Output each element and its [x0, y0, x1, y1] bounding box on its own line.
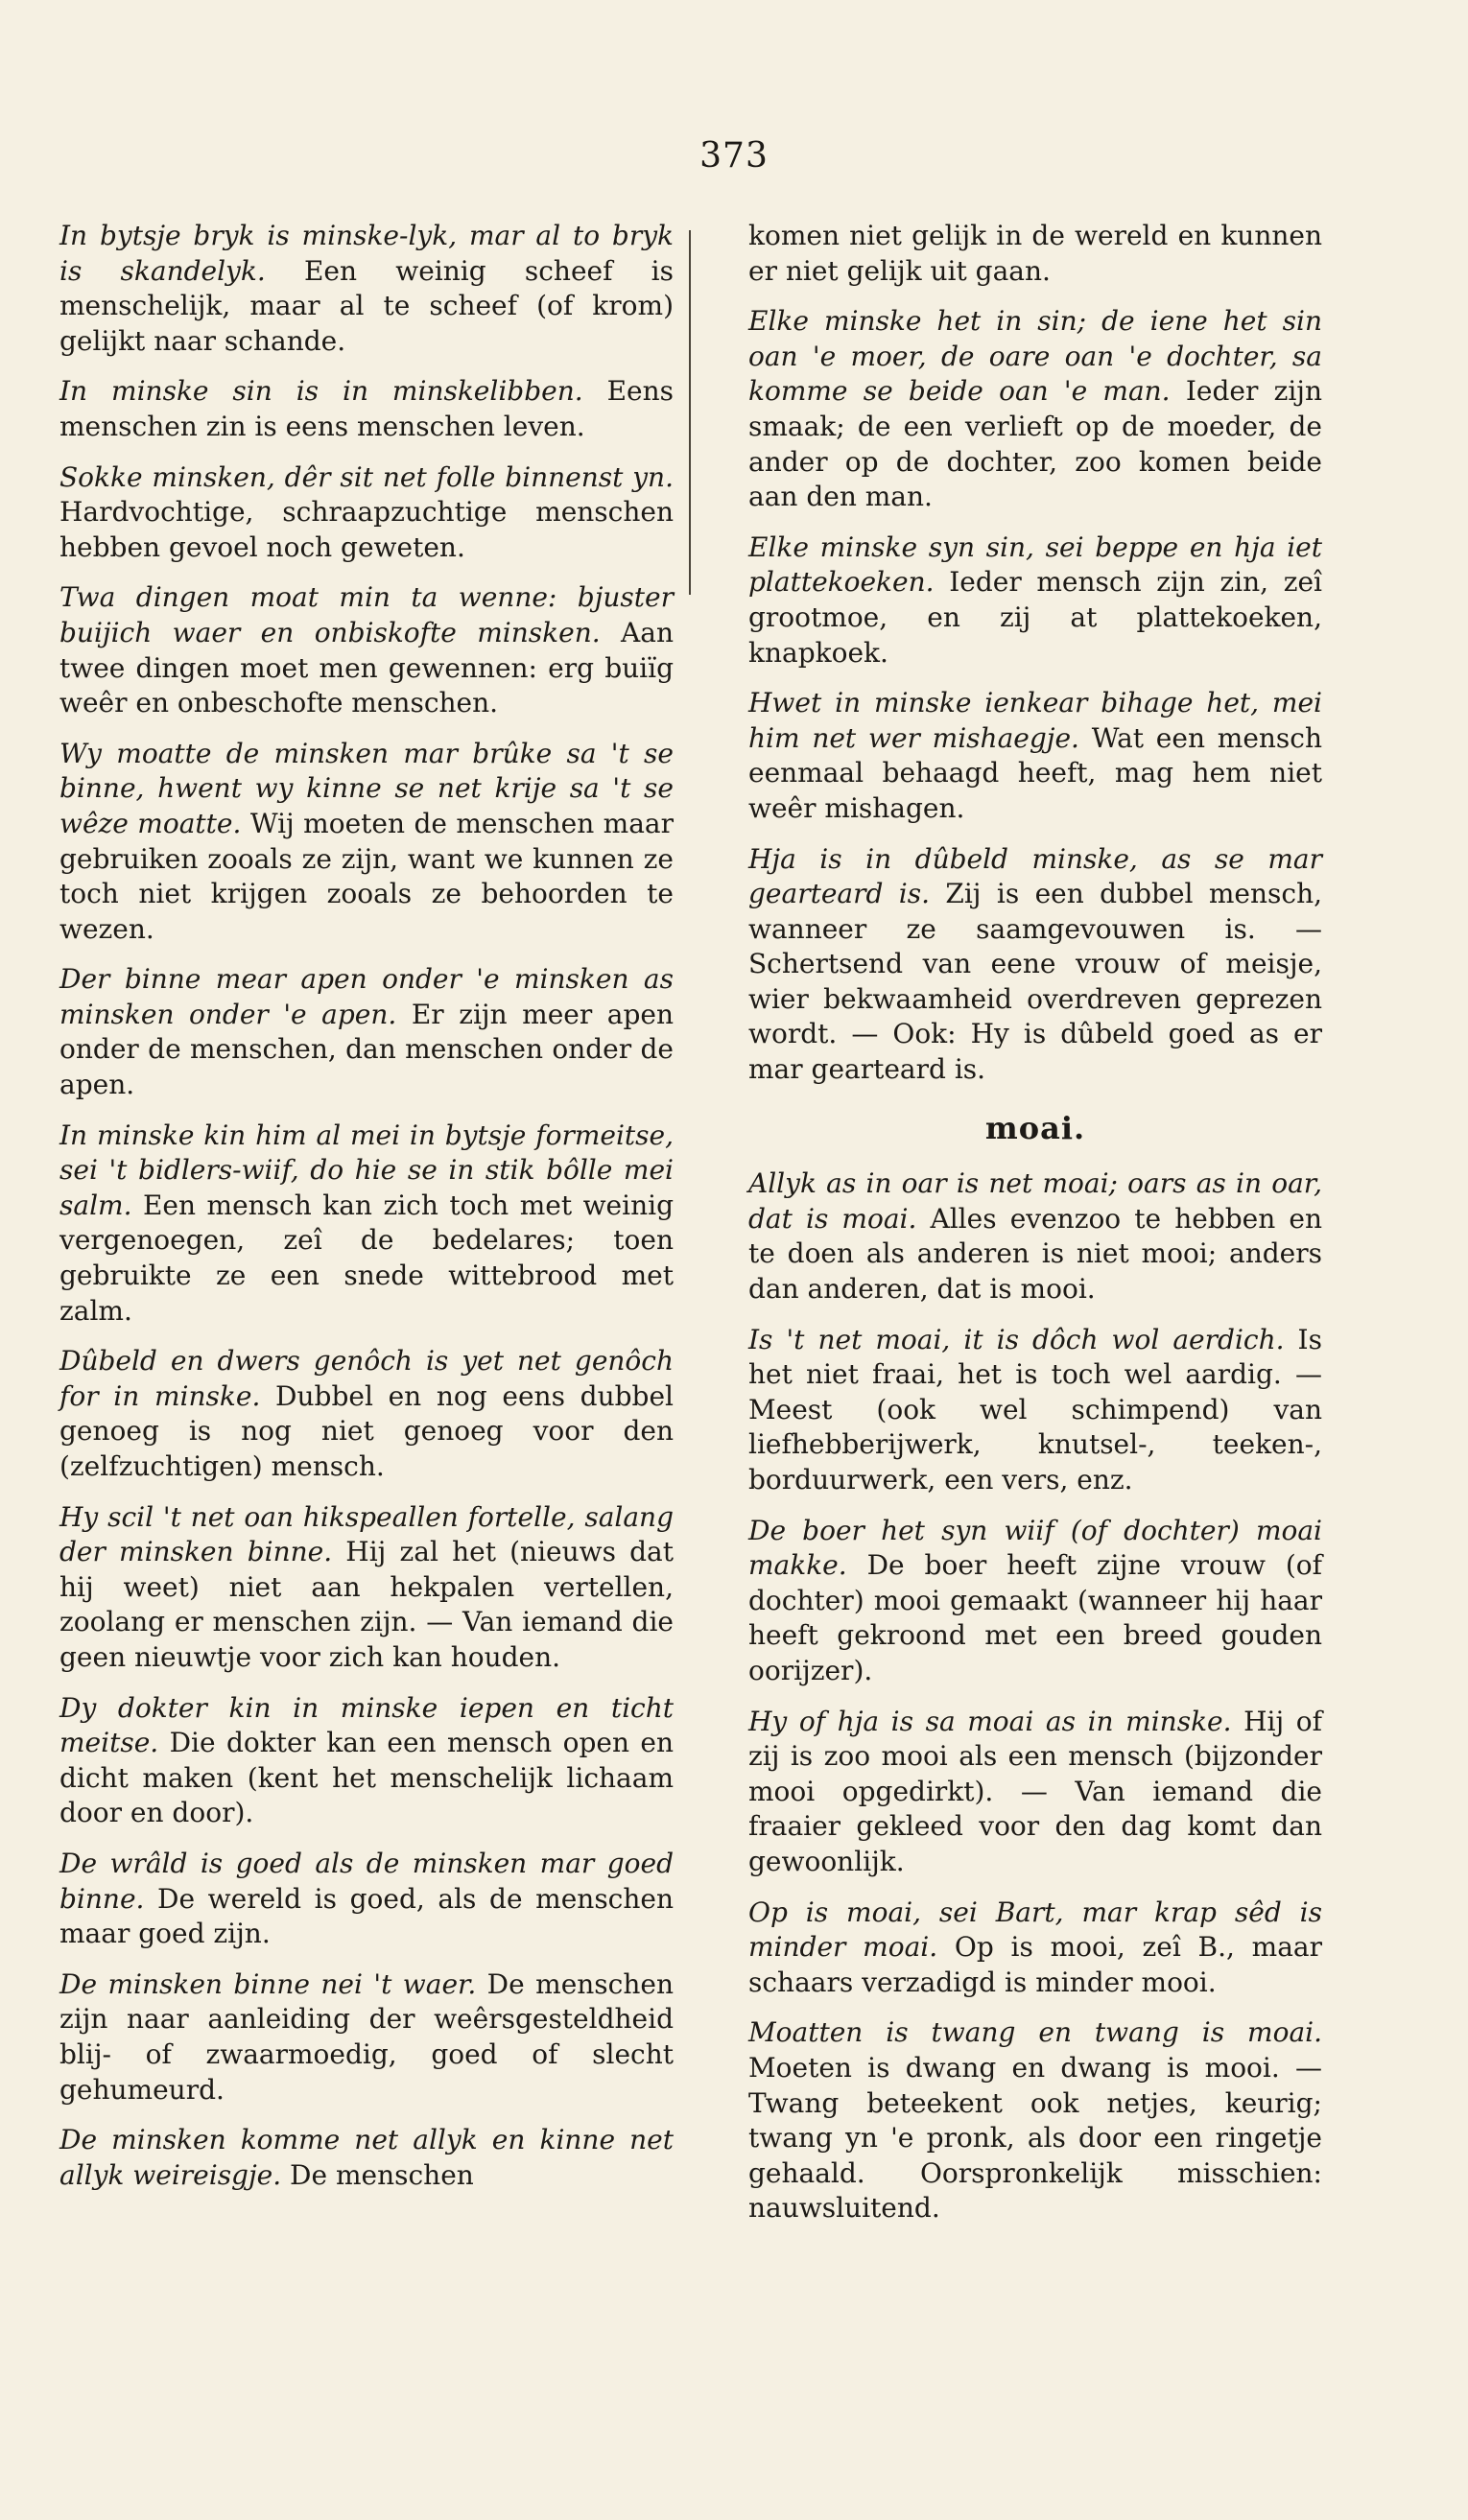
section-heading: moai.	[984, 1109, 1086, 1146]
entry-phrase: Hy scil 't net oan hikspeallen fortelle, salang der minsken binne.	[59, 1500, 674, 1568]
entry	[748, 304, 1322, 515]
entry-phrase: Der binne mear apen onder 'e minsken as minsken onder 'e apen.	[59, 963, 674, 1030]
entry-gloss: Aan twee dingen moet men gewennen: erg buiïg weêr en onbeschofte menschen.	[59, 616, 674, 719]
entry-phrase: In minske kin him al mei in bytsje formeitse, sei 't bidlers-wiif, do hie se in stik bôlle mei salm.	[59, 1119, 674, 1221]
entry	[59, 1847, 674, 1952]
entry	[59, 1344, 674, 1484]
left-column	[59, 219, 674, 2208]
entry	[748, 842, 1322, 1088]
entry-phrase: Wy moatte de minsken mar brûke sa 't se binne, hwent wy kinne se net krije sa 't se wêze moatte.	[59, 737, 674, 839]
entry-phrase: Elke minske het in sin; de iene het sin oan 'e moer, de oare oan 'e dochter, sa komme se beide oan 'e man.	[748, 305, 1322, 408]
entry-gloss: Wij moeten de menschen maar gebruiken zooals ze zijn, want we kunnen ze toch niet krijgen zooals ze behoorden te wezen.	[59, 807, 674, 945]
entry-gloss: Een mensch kan zich toch met weinig vergenoegen, zeî de bedelares; toen gebruikte ze een snede wittebrood met zalm.	[59, 1189, 674, 1327]
entry-phrase: De wrâld is goed als de minsken mar goed binne.	[59, 1847, 674, 1915]
entry-phrase: De minsken binne nei 't waer.	[59, 1967, 477, 2000]
entry-gloss: Ieder zijn smaak; de een verlieft op de moeder, de ander op de dochter, zoo komen beide aan den man.	[748, 375, 1322, 513]
entry	[59, 737, 674, 948]
entry	[748, 686, 1322, 826]
entry-phrase: In bytsje bryk is minske-lyk, mar al to bryk is skandelyk.	[59, 220, 674, 287]
entry-gloss: Dubbel en nog eens dubbel genoeg is nog niet genoeg voor den (zelfzuchtigen) mensch.	[59, 1379, 674, 1482]
entry-gloss: Moeten is dwang en dwang is mooi. — Twang beteekent ook netjes, keurig; twang yn 'e pronk, als door een ringetje gehaald. Oorspronkelijk misschien: nauwsluitend.	[748, 2051, 1322, 2225]
entry	[59, 219, 674, 359]
entry	[59, 2123, 674, 2193]
entry-gloss: De menschen	[281, 2158, 474, 2191]
entry-gloss: Alles evenzoo te hebben en te doen als anderen is niet mooi; anders dan anderen, dat is mooi.	[748, 1202, 1322, 1306]
continued-text: komen niet gelijk in de wereld en kunnen er niet gelijk uit gaan.	[748, 220, 1322, 287]
entry-gloss: Hij zal het (nieuws dat hij weet) niet aan hekpalen vertellen, zoolang er menschen zijn. — Van iemand die geen nieuwtje voor zich kan houden.	[59, 1536, 674, 1673]
entry-phrase: Allyk as in oar is net moai; oars as in oar, dat is moai.	[748, 1167, 1322, 1235]
entry-gloss: Hardvochtige, schraapzuchtige menschen hebben gevoel noch geweten.	[59, 496, 674, 563]
entry-phrase: Hy of hja is sa moai as in minske.	[748, 1705, 1232, 1737]
entry-phrase: Hja is in dûbeld minske, as se mar gearteard is.	[748, 842, 1322, 910]
entry	[748, 1323, 1322, 1498]
entry-phrase: Op is moai, sei Bart, mar krap sêd is minder moai.	[748, 1896, 1322, 1964]
entry	[59, 1691, 674, 1831]
entry-gloss: Op is mooi, zeî B., maar schaars verzadigd is minder mooi.	[748, 1931, 1322, 1998]
entry-phrase: Hwet in minske ienkear bihage het, mei him net wer mishaegje.	[748, 687, 1322, 754]
entry-gloss: Wat een mensch eenmaal behaagd heeft, mag hem niet weêr mishagen.	[748, 721, 1323, 824]
entry-phrase: Elke minske syn sin, sei beppe en hja iet plattekoeken.	[748, 530, 1322, 599]
entry-phrase: De minsken komme net allyk en kinne net allyk weireisgje.	[59, 2124, 674, 2191]
entry-gloss: Een weinig scheef is menschelijk, maar al te scheef (of krom) gelijkt naar schande.	[59, 254, 674, 357]
entry-gloss: De boer heeft zijne vrouw (of dochter) mooi gemaakt (wanneer hij haar heeft gekroond met een breed gouden oorijzer).	[748, 1549, 1322, 1686]
entry	[748, 1896, 1322, 2001]
entry	[59, 580, 674, 720]
entry	[59, 1967, 674, 2108]
entry-gloss: De wereld is goed, als de menschen maar goed zijn.	[59, 1882, 674, 1950]
entry	[59, 1119, 674, 1330]
entry	[748, 1166, 1322, 1307]
entry-phrase: In minske sin is in minskelibben.	[59, 375, 583, 408]
entry-gloss: Hij of zij is zoo mooi als een mensch (bijzonder mooi opgedirkt). — Van iemand die fraaier gekleed voor den dag komt dan gewoonlijk.	[748, 1705, 1322, 1877]
entry-phrase: Is 't net moai, it is dôch wol aerdich.	[748, 1323, 1285, 1355]
entry	[748, 530, 1322, 671]
entry-gloss: Ieder mensch zijn zin, zeî grootmoe, en zij at plattekoeken, knapkoek.	[748, 566, 1322, 669]
entry-phrase: Twa dingen moat min ta wenne: bjuster buijich waer en onbiskofte minsken.	[59, 581, 674, 648]
entry-phrase: Dûbeld en dwers genôch is yet net genôch for in minske.	[59, 1345, 674, 1412]
entry-phrase: Dy dokter kin in minske iepen en ticht meitse.	[59, 1691, 674, 1759]
page-number: 373	[699, 136, 769, 176]
entry-phrase: Moatten is twang en twang is moai.	[748, 2016, 1322, 2049]
entry	[748, 2015, 1322, 2226]
entry	[59, 374, 674, 444]
entry-gloss: Die dokter kan een mensch open en dicht maken (kent het menschelijk lichaam door en door).	[59, 1727, 674, 1829]
entry-gloss: Is het niet fraai, het is toch wel aardig. — Meest (ook wel schimpend) van liefhebberijwerk, knutsel-, teeken-, borduurwerk, een vers, enz.	[748, 1323, 1322, 1496]
entry	[59, 460, 674, 566]
right-column	[748, 219, 1322, 2242]
entry-phrase: Sokke minsken, dêr sit net folle binnenst yn.	[59, 460, 674, 493]
entry-gloss: De menschen zijn naar aanleiding der weêrsgesteldheid blij- of zwaarmoedig, goed of slecht gehumeurd.	[59, 1967, 674, 2106]
column-divider	[689, 230, 691, 595]
entry	[748, 1514, 1322, 1689]
entry-gloss: Eens menschen zin is eens menschen leven.	[59, 375, 674, 442]
entry-gloss: Er zijn meer apen onder de menschen, dan menschen onder de apen.	[59, 998, 674, 1101]
entry	[59, 962, 674, 1102]
entry-phrase: De boer het syn wiif (of dochter) moai makke.	[748, 1514, 1322, 1582]
entry	[748, 1705, 1322, 1880]
entry-gloss: Zij is een dubbel mensch, wanneer ze saamgevouwen is. — Schertsend van eene vrouw of meisje, wier bekwaamheid overdreven geprezen wordt. — Ook: Hy is dûbeld goed as er mar gearteard is.	[748, 878, 1322, 1086]
entry	[59, 1500, 674, 1676]
